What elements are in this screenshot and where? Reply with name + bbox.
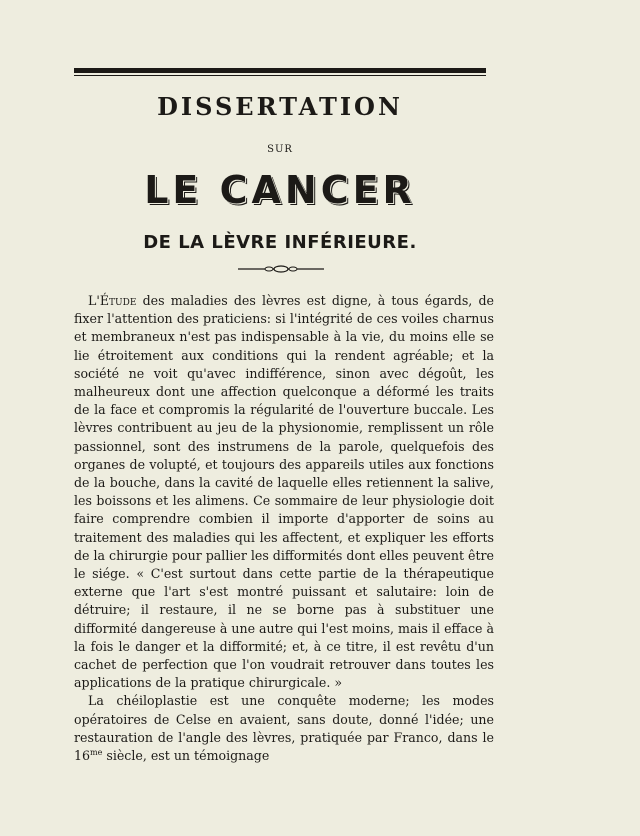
paragraph-2-end: siècle, est un témoignage: [102, 748, 270, 764]
paragraph-lead: L'Étude: [88, 293, 137, 308]
page-title: DISSERTATION: [157, 92, 403, 121]
body-text: [74, 292, 494, 765]
title-connector: SUR: [267, 144, 293, 155]
paragraph-2: [74, 692, 494, 765]
paragraph-2-text: La chéiloplastie est une conquête moderne; les modes opératoires de Celse en avaient, sans doute, donné l'idée; une restauration de l'angle des lèvres, pratiquée par Franco, dans le 16: [74, 693, 494, 764]
ornament-divider: [238, 264, 324, 274]
century-superscript: me: [90, 747, 103, 757]
paragraph-1-text: des maladies des lèvres est digne, à tous égards, de fixer l'attention des praticiens: si l'intégrité de ces voiles charnus et membraneux n'est pas indispensable à la vie, du moins elle se lie étroitement aux conditions qui la rendent agréable; et la société ne voit qu'avec indifférence, sinon avec dégoût, les malheureux dont une affection quelconque a déformé les traits de la face et compromis la régularité de l'ouverture buccale. Les lèvres contribuent au jeu de la physionomie, remplissent un rôle passionnel, sont des instrumens de la parole, quelquefois des organes de volupté, et toujours des appareils utiles aux fonctions de la bouche, dans la cavité de laquelle elles retiennent la salive, les boissons et les alimens. Ce sommaire de leur physiologie doit faire comprendre combien il importe d'apporter de soins au traitement des maladies qui les affectent, et expliquer les efforts de la chirurgie pour pallier les difformités dont elles peuvent être le siége. « C'est surtout dans cette partie de la thérapeutique externe que l'art s'est montré puissant et salutaire: loin de détruire; il restaure, il ne se borne pas à substituer une difformité dangereuse à une autre qui l'est moins, mais il efface à la fois le danger et la difformité; et, à ce titre, il est revêtu d'un cachet de perfection que l'on voudrait retrouver dans toutes les applications de la pratique chirurgicale. »: [74, 293, 494, 691]
subject-title: LE CANCER: [144, 168, 416, 212]
top-rule: [74, 68, 486, 73]
subtitle: DE LA LÈVRE INFÉRIEURE.: [143, 232, 417, 253]
paragraph-1: [74, 292, 494, 692]
